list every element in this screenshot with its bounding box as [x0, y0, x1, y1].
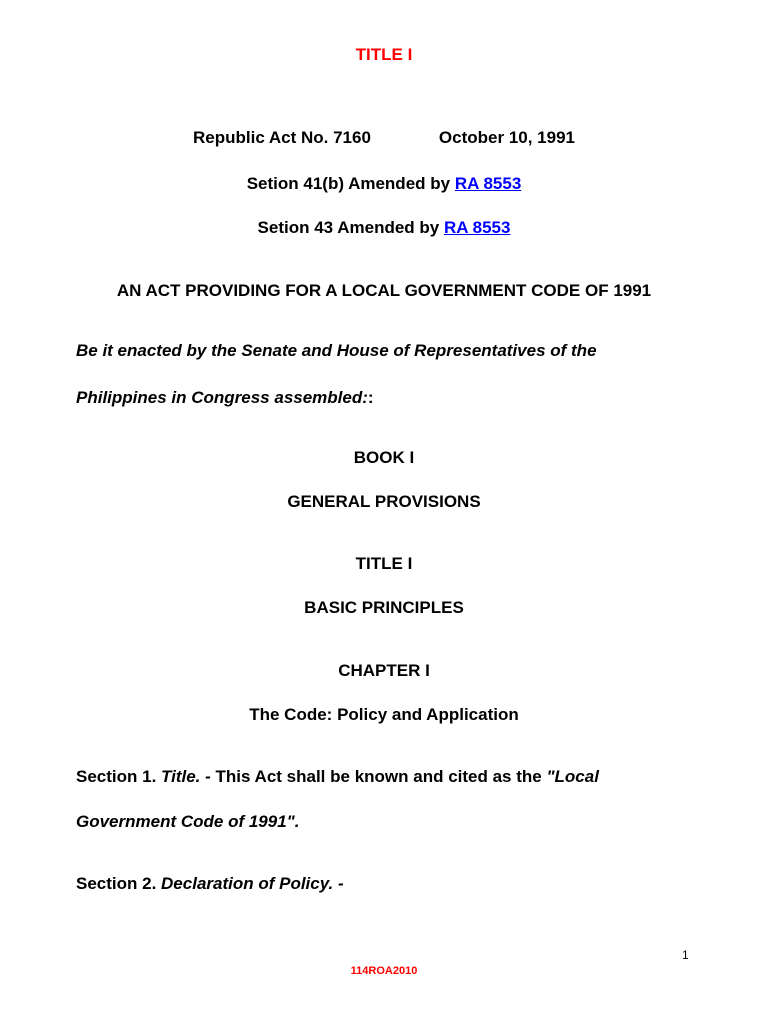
section-2-line — [76, 874, 716, 894]
page-number: 1 — [682, 948, 689, 962]
book-title: GENERAL PROVISIONS — [287, 492, 481, 511]
amendment-line-1 — [0, 174, 768, 194]
act-number: Republic Act No. 7160 — [193, 128, 371, 147]
title-name: BASIC PRINCIPLES — [304, 598, 464, 617]
enacting-clause-colon: : — [367, 388, 374, 407]
act-number-line — [0, 128, 768, 148]
section-1-quote-start: "Local — [546, 767, 599, 786]
footer-code: 114ROA2010 — [350, 965, 418, 977]
section-2-heading: Declaration of Policy. - — [161, 874, 344, 893]
book-heading: BOOK I — [353, 448, 415, 467]
title-heading: TITLE I — [355, 554, 413, 573]
enacting-clause-text: Philippines in Congress assembled: — [76, 388, 368, 407]
amendment-1-text: Setion 41(b) Amended by — [246, 174, 455, 193]
document-title: TITLE I — [355, 45, 413, 64]
section-1-number: Section 1. — [76, 767, 162, 786]
act-date: October 10, 1991 — [438, 128, 575, 147]
section-1-text: This Act shall be known and cited as the — [215, 767, 547, 786]
amendment-2-text: Setion 43 Amended by — [257, 218, 444, 237]
chapter-name: The Code: Policy and Application — [249, 705, 519, 724]
ra-8553-link[interactable]: RA 8553 — [443, 218, 511, 237]
section-1-heading: Title. - — [161, 767, 216, 786]
act-heading: AN ACT PROVIDING FOR A LOCAL GOVERNMENT CODE OF 1991 — [116, 281, 652, 300]
section-1-line-1 — [76, 767, 716, 787]
enacting-clause-line-1: Be it enacted by the Senate and House of Representatives of the — [76, 341, 597, 360]
ra-8553-link[interactable]: RA 8553 — [454, 174, 522, 193]
section-2-number: Section 2. — [76, 874, 162, 893]
chapter-heading: CHAPTER I — [338, 661, 430, 680]
amendment-line-2 — [0, 218, 768, 238]
enacting-clause-line-2 — [76, 388, 716, 408]
section-1-line-2: Government Code of 1991". — [76, 812, 300, 831]
